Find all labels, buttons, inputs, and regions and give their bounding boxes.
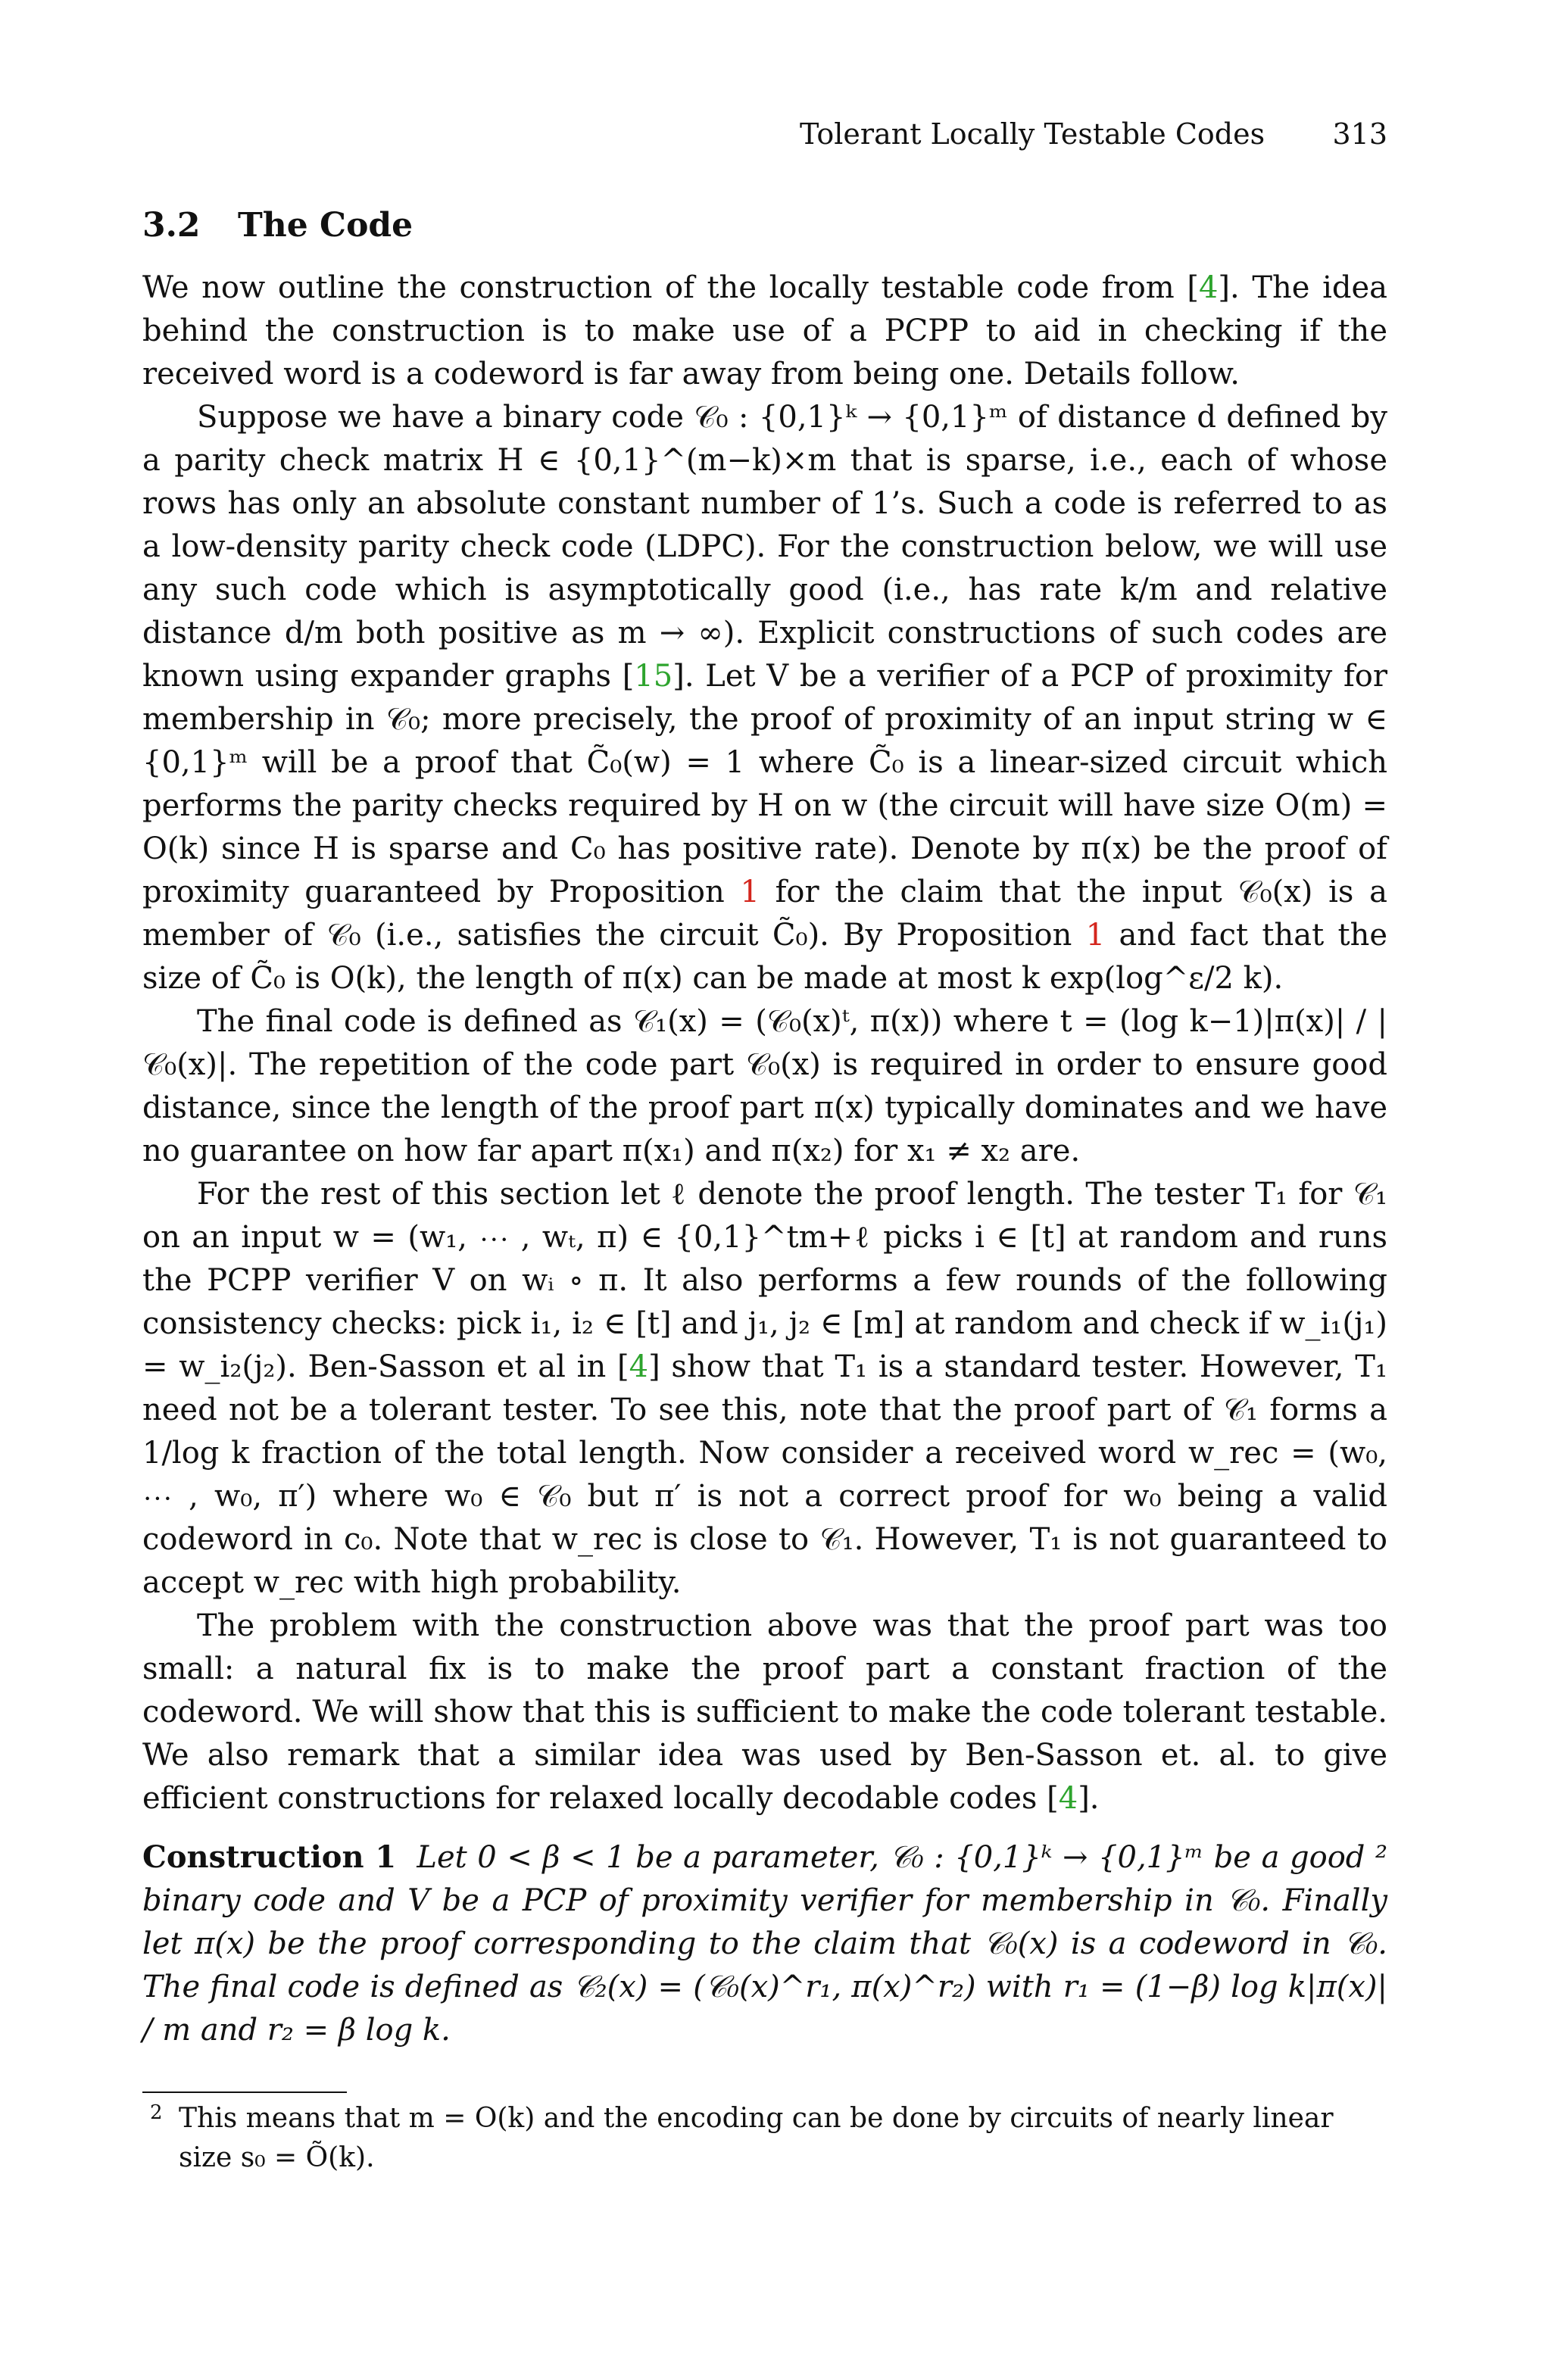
- body-text: [142, 267, 1387, 2052]
- construction-label: Construction 1: [142, 1839, 397, 1875]
- paragraph-2: Suppose we have a binary code 𝒞₀ : {0,1}ᵏ → {0,1}ᵐ of distance d defined by a parity check matrix H ∈ {0,1}^(m−k)×m that is sparse, i.e., each of whose rows has only an absolute constant number of 1’s. Such a code is referred to as a low-density parity check code (LDPC). For the construction below, we will use any such code which is asymptotically good (i.e., has rate k/m and relative distance d/m both positive as m → ∞). Explicit constructions of such codes are known using expander graphs [15]. Let V be a verifier of a PCP of proximity for membership in 𝒞₀; more precisely, the proof of proximity of an input string w ∈ {0,1}ᵐ will be a proof that C̃₀(w) = 1 where C̃₀ is a linear-sized circuit which performs the parity checks required by H on w (the circuit will have size O(m) = O(k) since H is sparse and C₀ has positive rate). Denote by π(x) be the proof of proximity guaranteed by Proposition 1 for the claim that the input 𝒞₀(x) is a member of 𝒞₀ (i.e., satisfies the circuit C̃₀). By Proposition 1 and fact that the size of C̃₀ is O(k), the length of π(x) can be made at most k exp(log^ε/2 k).: [142, 400, 1388, 996]
- section-title: The Code: [238, 206, 413, 245]
- section-number: 3.2: [142, 206, 201, 245]
- paragraph-4: For the rest of this section let ℓ denote the proof length. The tester T₁ for 𝒞₁ on an input w = (w₁, ⋯ , wₜ, π) ∈ {0,1}^tm+ℓ picks i ∈ [t] at random and runs the PCPP verifier V on wᵢ ∘ π. It also performs a few rounds of the following consistency checks: pick i₁, i₂ ∈ [t] and j₁, j₂ ∈ [m] at random and check if w_i₁(j₁) = w_i₂(j₂). Ben-Sasson et al in [4] show that T₁ is a standard tester. However, T₁ need not be a tolerant tester. To see this, note that the proof part of 𝒞₁ forms a 1/log k fraction of the total length. Now consider a received word w_rec = (w₀, ⋯ , w₀, π′) where w₀ ∈ 𝒞₀ but π′ is not a correct proof for w₀ being a valid codeword in c₀. Note that w_rec is close to 𝒞₁. However, T₁ is not guaranteed to accept w_rec with high probability.: [142, 1177, 1387, 1600]
- footnote-text: This means that m = O(k) and the encoding can be done by circuits of nearly linear size s₀ = Õ(k).: [179, 2103, 1334, 2173]
- paragraph-1: We now outline the construction of the locally testable code from [4]. The idea behind the construction is to make use of a PCPP to aid in checking if the received word is a codeword is far away from being one. Details follow.: [142, 270, 1388, 391]
- running-head-title: Tolerant Locally Testable Codes: [800, 117, 1265, 151]
- paragraph-3: The final code is defined as 𝒞₁(x) = (𝒞₀(x)ᵗ, π(x)) where t = (log k−1)|π(x)| / |𝒞₀(x)|. The repetition of the code part 𝒞₀(x) is required in order to ensure good distance, since the length of the proof part π(x) typically dominates and we have no guarantee on how far apart π(x₁) and π(x₂) for x₁ ≠ x₂ are.: [142, 1004, 1387, 1168]
- construction-text: Let 0 < β < 1 be a parameter, 𝒞₀ : {0,1}ᵏ → {0,1}ᵐ be a good ² binary code and V be a PCP of proximity verifier for membership in 𝒞₀. Finally let π(x) be the proof corresponding to the claim that 𝒞₀(x) is a codeword in 𝒞₀. The final code is defined as 𝒞₂(x) = (𝒞₀(x)^r₁, π(x)^r₂) with r₁ = (1−β) log k|π(x)| / m and r₂ = β log k.: [142, 1840, 1388, 2048]
- running-head: [800, 115, 1387, 153]
- paragraph-5: The problem with the construction above was that the proof part was too small: a natural fix is to make the proof part a constant fraction of the codeword. We will show that this is sufficient to make the code tolerant testable. We also remark that a similar idea was used by Ben-Sasson et. al. to give efficient constructions for relaxed locally decodable codes [4].: [142, 1608, 1387, 1816]
- section-heading: [142, 204, 413, 247]
- construction-block: [142, 1836, 1387, 2052]
- footnote: [142, 2099, 1387, 2178]
- footnote-rule: [142, 2091, 347, 2093]
- footnote-mark: 2: [150, 2101, 163, 2124]
- page-number: 313: [1332, 117, 1387, 151]
